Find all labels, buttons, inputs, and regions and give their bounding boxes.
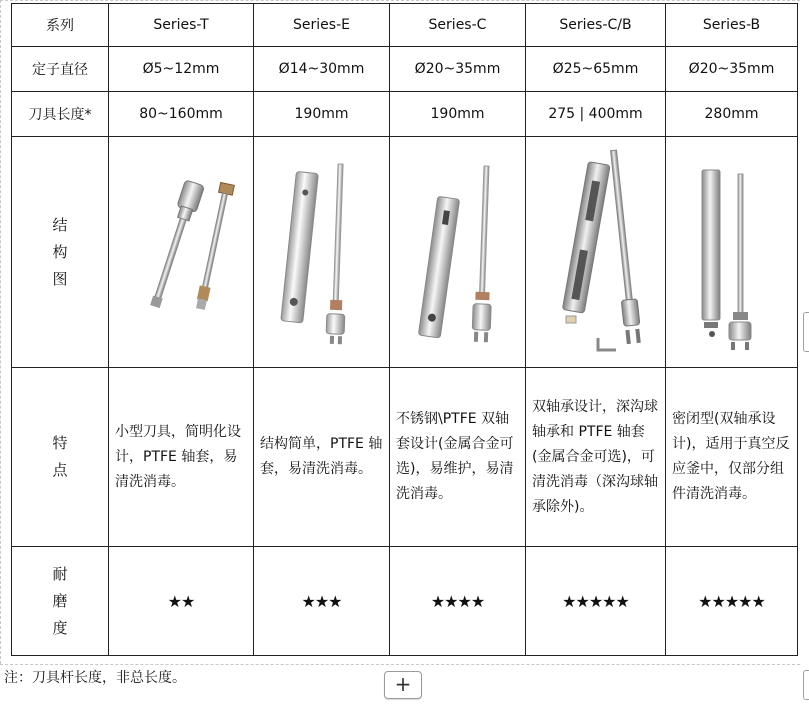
stator-diameter-label: 定子直径 (12, 47, 109, 92)
header-series-t: Series-T (109, 4, 254, 47)
structure-image-row (12, 137, 798, 368)
add-row-button[interactable]: + (384, 671, 422, 699)
wear-rating-stars: ★★★★ (390, 547, 526, 656)
stator-diameter-cell: Ø5~12mm (109, 47, 254, 92)
tool-length-cell: 275 | 400mm (526, 92, 666, 137)
header-series-cb: Series-C/B (526, 4, 666, 47)
features-label-char: 特 (52, 434, 68, 452)
stator-diameter-cell: Ø14~30mm (254, 47, 390, 92)
table-resize-handle[interactable] (803, 312, 809, 352)
footnote: 注：刀具杆长度，非总长度。 (4, 670, 186, 686)
header-series-b: Series-B (666, 4, 798, 47)
stator-diameter-cell: Ø25~65mm (526, 47, 666, 92)
wear-rating-stars: ★★★ (254, 547, 390, 656)
table-corner-handle[interactable] (803, 670, 809, 700)
stator-diameter-row (12, 47, 798, 92)
wear-label-char: 磨 (52, 591, 68, 610)
tool-series-c-image (390, 137, 526, 368)
feature-cell-series-e: 结构简单，PTFE 轴套，易清洗消毒。 (254, 368, 390, 547)
structure-label-char: 结 (52, 215, 68, 234)
tool-length-row (12, 92, 798, 137)
tool-length-label: 刀具长度* (12, 92, 109, 137)
structure-label-char: 图 (52, 269, 68, 288)
page-frame-bottom (0, 664, 800, 666)
page-frame-left (0, 0, 2, 664)
series-spec-table (11, 3, 798, 656)
header-series-e: Series-E (254, 4, 390, 47)
structure-label-char: 构 (52, 242, 68, 261)
feature-cell-series-c: 不锈钢\PTFE 双轴套设计(金属合金可选)，易维护，易清洗消毒。 (390, 368, 526, 547)
tool-length-cell: 190mm (254, 92, 390, 137)
features-row (12, 368, 798, 547)
tool-length-cell: 190mm (390, 92, 526, 137)
page-frame-top (0, 0, 800, 2)
wear-label-char: 耐 (52, 564, 68, 583)
feature-cell-series-t: 小型刀具，简明化设计，PTFE 轴套，易清洗消毒。 (109, 368, 254, 547)
features-label-char: 点 (52, 461, 68, 479)
wear-label-char: 度 (52, 618, 68, 637)
feature-cell-series-cb: 双轴承设计，深沟球轴承和 PTFE 轴套(金属合金可选)，可清洗消毒（深沟球轴承除外)。 (526, 368, 666, 547)
features-label (12, 368, 109, 547)
structure-label (12, 137, 109, 368)
header-series-c: Series-C (390, 4, 526, 47)
wear-rating-stars: ★★★★★ (526, 547, 666, 656)
tool-series-cb-image (526, 137, 666, 368)
tool-series-b-image (666, 137, 798, 368)
wear-rating-stars: ★★★★★ (666, 547, 798, 656)
tool-series-t-image (109, 137, 254, 368)
header-label-cell: 系列 (12, 4, 109, 47)
tool-length-cell: 280mm (666, 92, 798, 137)
tool-length-cell: 80~160mm (109, 92, 254, 137)
wear-rating-stars: ★★ (109, 547, 254, 656)
stator-diameter-cell: Ø20~35mm (666, 47, 798, 92)
feature-cell-series-b: 密闭型(双轴承设计)，适用于真空反应釜中，仅部分组件清洗消毒。 (666, 368, 798, 547)
stator-diameter-cell: Ø20~35mm (390, 47, 526, 92)
wear-resistance-row (12, 547, 798, 656)
wear-resistance-label (12, 547, 109, 656)
header-row (12, 4, 798, 47)
tool-series-e-image (254, 137, 390, 368)
